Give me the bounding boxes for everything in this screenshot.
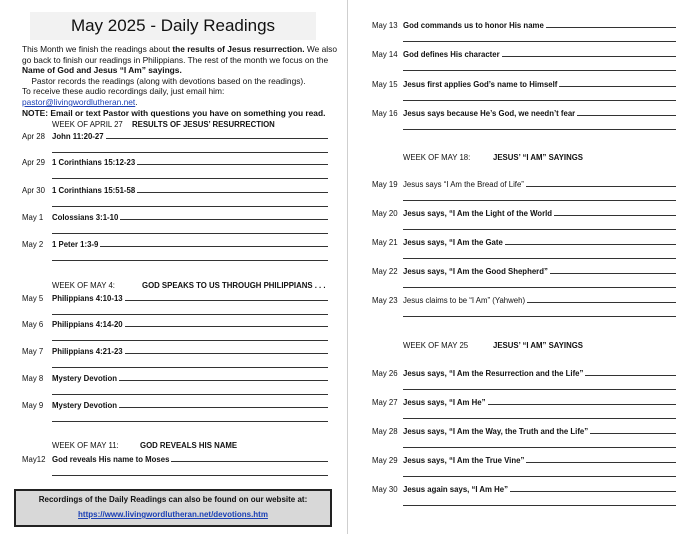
intro-p3-b: .: [135, 96, 138, 107]
reading-passage: Mystery Devotion: [52, 374, 117, 383]
reading-passage: Jesus first applies God’s name to Himself: [403, 80, 558, 89]
write-in-line: [52, 260, 328, 261]
reading-passage: 1 Corinthians 15:12-23: [52, 158, 136, 167]
write-in-line: [403, 258, 676, 259]
write-in-line: [125, 352, 328, 354]
week-header: [52, 120, 275, 129]
reading-passage: God defines His character: [403, 50, 500, 59]
write-in-line: [403, 418, 676, 419]
reading-passage: Jesus says, “I Am the True Vine”: [403, 456, 525, 465]
reading-passage: Jesus says, “I Am He”: [403, 398, 486, 407]
week-label: WEEK OF MAY 4:: [52, 281, 115, 290]
write-in-line: [554, 214, 676, 216]
intro-p3-a: To receive these audio recordings daily, just email him:: [22, 86, 225, 97]
reading-date: May 7: [22, 347, 44, 356]
week-header: [403, 153, 583, 162]
reading-passage: Philippians 4:10-13: [52, 294, 123, 303]
write-in-line: [52, 367, 328, 368]
reading-passage: 1 Peter 1:3-9: [52, 240, 99, 249]
reading-date: May 26: [372, 369, 398, 378]
write-in-line: [100, 245, 328, 247]
website-callout: [14, 489, 332, 527]
week-label: WEEK OF MAY 25: [403, 341, 469, 350]
reading-date: May 6: [22, 320, 44, 329]
intro-p2: Pastor records the readings (along with devotions based on the readings).: [31, 75, 306, 86]
reading-date: May 2: [22, 240, 44, 249]
reading-passage: God reveals His name to Moses: [52, 455, 170, 464]
write-in-line: [119, 406, 328, 408]
write-in-line: [510, 490, 676, 492]
write-in-line: [526, 185, 676, 187]
write-in-line: [403, 70, 676, 71]
week-title: GOD SPEAKS TO US THROUGH PHILIPPIANS . . .: [142, 281, 326, 290]
write-in-line: [52, 340, 328, 341]
write-in-line: [106, 137, 328, 139]
reading-passage: Philippians 4:14-20: [52, 320, 123, 329]
reading-passage: Philippians 4:21-23: [52, 347, 123, 356]
website-callout-text: Recordings of the Daily Readings can also be found on our website at:: [38, 495, 308, 504]
reading-date: Apr 29: [22, 158, 45, 167]
write-in-line: [403, 389, 676, 390]
write-in-line: [120, 218, 328, 220]
write-in-line: [403, 41, 676, 42]
reading-date: Apr 28: [22, 132, 45, 141]
write-in-line: [403, 447, 676, 448]
write-in-line: [119, 379, 328, 381]
week-title: JESUS’ “I AM” SAYINGS: [493, 341, 583, 350]
write-in-line: [585, 374, 676, 376]
write-in-line: [403, 476, 676, 477]
write-in-line: [125, 325, 328, 327]
reading-passage: Mystery Devotion: [52, 401, 117, 410]
reading-date: May 30: [372, 485, 398, 494]
reading-date: May 28: [372, 427, 398, 436]
intro-text: [22, 44, 340, 118]
website-link[interactable]: https://www.livingwordlutheran.net/devotions.htm: [78, 510, 268, 519]
write-in-line: [488, 403, 677, 405]
reading-date: May 13: [372, 21, 398, 30]
reading-date: Apr 30: [22, 186, 45, 195]
reading-date: May 5: [22, 294, 44, 303]
reading-date: May 19: [372, 180, 398, 189]
reading-passage: Jesus says, “I Am the Way, the Truth and the Life”: [403, 427, 589, 436]
reading-passage: Jesus says, “I Am the Light of the World: [403, 209, 553, 218]
write-in-line: [577, 114, 676, 116]
column-divider: [347, 0, 348, 534]
write-in-line: [546, 26, 676, 28]
page-title: May 2025 - Daily Readings: [30, 12, 316, 40]
reading-passage: Jesus says because He’s God, we needn’t fear: [403, 109, 576, 118]
reading-date: May 9: [22, 401, 44, 410]
write-in-line: [137, 191, 328, 193]
reading-date: May 16: [372, 109, 398, 118]
week-label: WEEK OF MAY 11:: [52, 441, 119, 450]
write-in-line: [52, 475, 328, 476]
reading-passage: John 11:20-27: [52, 132, 104, 141]
reading-date: May 1: [22, 213, 44, 222]
reading-passage: 1 Corinthians 15:51-58: [52, 186, 136, 195]
write-in-line: [550, 272, 676, 274]
write-in-line: [52, 178, 328, 179]
write-in-line: [171, 460, 328, 462]
week-header: [403, 341, 583, 350]
write-in-line: [403, 505, 676, 506]
reading-date: May 29: [372, 456, 398, 465]
reading-passage: Jesus again says, “I Am He”: [403, 485, 509, 494]
write-in-line: [52, 152, 328, 153]
write-in-line: [52, 233, 328, 234]
write-in-line: [52, 314, 328, 315]
reading-date: May 22: [372, 267, 398, 276]
intro-p1-b: the results of Jesus resurrection.: [172, 44, 305, 54]
week-header: [52, 441, 237, 450]
write-in-line: [502, 55, 676, 57]
week-label: WEEK OF MAY 18:: [403, 153, 471, 162]
write-in-line: [52, 394, 328, 395]
write-in-line: [403, 229, 676, 230]
write-in-line: [403, 287, 676, 288]
intro-p1-c: We also go back to finish our readings in Philippians. The rest of the month we focus on the: [22, 44, 337, 65]
reading-passage: God commands us to honor His name: [403, 21, 544, 30]
intro-note-label: NOTE: [22, 107, 46, 118]
week-header: [52, 281, 326, 290]
reading-passage: Colossians 3:1-10: [52, 213, 119, 222]
write-in-line: [403, 100, 676, 101]
intro-p1-a: This Month we finish the readings about: [22, 44, 173, 54]
reading-passage: Jesus says, “I Am the Good Shepherd”: [403, 267, 548, 276]
write-in-line: [559, 85, 676, 87]
reading-date: May12: [22, 455, 46, 464]
write-in-line: [52, 421, 328, 422]
reading-date: May 21: [372, 238, 398, 247]
reading-date: May 27: [372, 398, 398, 407]
write-in-line: [125, 299, 328, 301]
write-in-line: [403, 129, 676, 130]
write-in-line: [590, 432, 676, 434]
write-in-line: [526, 461, 676, 463]
reading-passage: Jesus says, “I Am the Resurrection and the Life”: [403, 369, 584, 378]
write-in-line: [505, 243, 676, 245]
reading-date: May 15: [372, 80, 398, 89]
reading-passage: Jesus claims to be “I Am” (Yahweh): [403, 296, 526, 305]
reading-date: May 23: [372, 296, 398, 305]
write-in-line: [403, 200, 676, 201]
write-in-line: [527, 301, 676, 303]
week-label: WEEK OF APRIL 27: [52, 120, 123, 129]
intro-p1-d: Name of God and Jesus “I Am” sayings.: [22, 65, 182, 76]
intro-note-text: : Email or text Pastor with questions you have on something you read.: [45, 107, 326, 118]
write-in-line: [52, 206, 328, 207]
reading-date: May 20: [372, 209, 398, 218]
reading-passage: Jesus says, “I Am the Gate: [403, 238, 503, 247]
reading-date: May 8: [22, 374, 44, 383]
reading-date: May 14: [372, 50, 398, 59]
week-title: JESUS’ “I AM” SAYINGS: [493, 153, 583, 162]
week-title: RESULTS OF JESUS’ RESURRECTION: [132, 120, 275, 129]
write-in-line: [403, 316, 676, 317]
reading-passage: Jesus says “I Am the Bread of Life”: [403, 180, 524, 189]
week-title: GOD REVEALS HIS NAME: [140, 441, 238, 450]
write-in-line: [137, 163, 328, 165]
email-link[interactable]: pastor@livingwordlutheran.net: [22, 96, 136, 107]
